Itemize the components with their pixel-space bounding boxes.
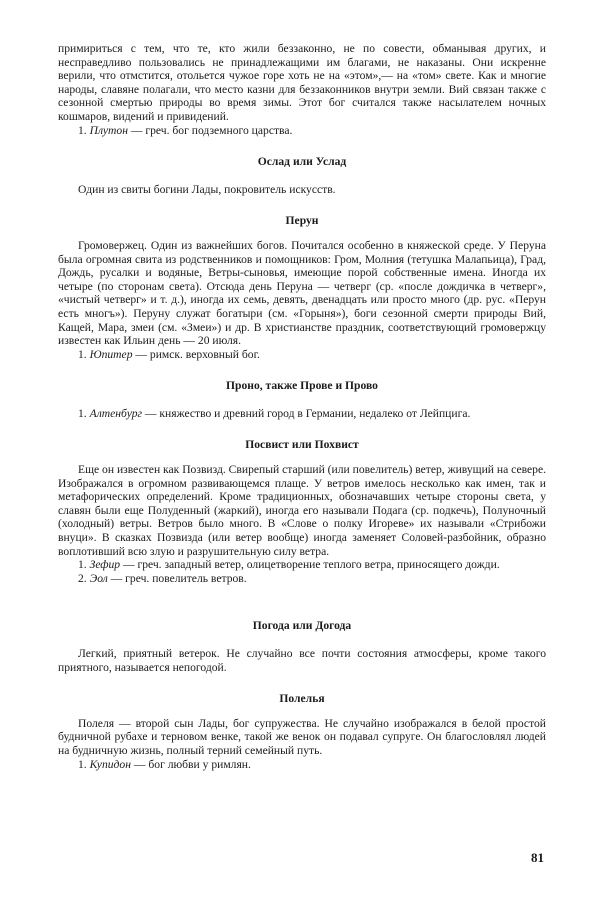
heading-polelya: Полелья — [279, 692, 325, 706]
footnote-text: — римск. верховный бог. — [135, 347, 260, 361]
footnote-number: 1. — [78, 123, 87, 137]
footnote-altenburg — [58, 407, 546, 421]
footnote-number: 2. — [78, 571, 87, 585]
footnote-number: 1. — [78, 558, 87, 572]
footnote-term: Алтенбург — [89, 406, 143, 420]
footnote-number: 1. — [78, 757, 87, 771]
footnote-text: — бог любви у римлян. — [133, 757, 251, 771]
footnote-number: 1. — [78, 406, 87, 420]
footnote-term: Юпитер — [89, 347, 133, 361]
page-text — [58, 42, 546, 771]
footnote-text: — греч. повелитель ветров. — [110, 571, 247, 585]
footnote-number: 1. — [78, 347, 87, 361]
footnote-text: — греч. западный ветер, олицетворение теплого ветра, приносящего дожди. — [122, 558, 500, 572]
heading-pogoda: Погода или Догода — [252, 619, 352, 633]
footnote-zefir — [58, 558, 546, 572]
footnote-term: Эол — [89, 571, 108, 585]
pogoda-paragraph: Легкий, приятный ветерок. Не случайно все почти состояния атмосферы, кроме такого приятного, называется непогодой. — [58, 647, 546, 674]
footnote-text: — греч. бог подземного царства. — [130, 123, 293, 137]
intro-paragraph: примириться с тем, что те, кто жили беззаконно, не по совести, обманывая других, и несправедливо пользовались не принадлежащими им благами, не наказаны. Они искренне верили, что отмстится, отольется чужое горе хоть не на «этом»,— на «том» свете. Как и многие народы, славяне полагали, что место казни для беззаконников внутри земли. Вий связан также с сезонной смертью природы во время зимы. Этот бог считался также насылателем ночных кошмаров, видений и привидений. — [58, 42, 546, 123]
oslad-paragraph: Один из свиты богини Лады, покровитель искусств. — [78, 182, 336, 196]
heading-prono: Проно, также Прове и Прово — [226, 379, 378, 393]
footnote-text: — княжество и древний город в Германии, недалеко от Лейпцига. — [144, 406, 471, 420]
posvist-paragraph: Еще он известен как Позвизд. Свирепый старший (или повелитель) ветер, живущий на севере. Изображался в огромном развивающемся плаще. У ветров имелось несколько как имен, так и метафорических определений. Кроме традиционных, обозначавших четыре стороны света, у славян были еще Полуденный (жаркий), иногда его называли Подага (ср. подкечь), Полуночный (холодный) ветры. Ветров было много. В «Слове о полку Игореве» их называли «Стрибожи внуци». В сказках Позвизда (или ветер вообще) иногда заменяет Соловей-разбойник, образно воплотивший всю злую и разрушительную силу ветра. — [58, 463, 546, 558]
footnote-yupiter — [58, 348, 546, 362]
heading-posvist: Посвист или Похвист — [245, 438, 359, 452]
footnote-kupidon — [58, 758, 546, 772]
footnote-term: Плутон — [89, 123, 128, 137]
perun-paragraph: Громовержец. Один из важнейших богов. Почитался особенно в княжеской среде. У Перуна была огромная свита из родственников и помощников: Гром, Молния (тетушка Малапьица), Град, Дождь, русалки и водяные, Ветры-сыновья, имеющие порой собственные имена. Иногда их четыре (по сторонам света). Отсюда день Перуна — четверг (ср. «после дождичка в четверг», «чистый четверг» и т. д.), иногда их семь, девять, двенадцать или просто много (др. рус. «Перун есть многъ»). Перуну служат богатыри (см. «Горыня»), боги сезонной смерти природы Вий, Кащей, Мара, змеи (см. «Змеи») и др. В христианстве праздник, соответствующий громовержцу известен как Ильин день — 20 июля. — [58, 238, 546, 348]
heading-perun: Перун — [285, 214, 319, 228]
footnote-term: Зефир — [89, 558, 121, 572]
footnote-pluton — [58, 124, 546, 138]
footnote-term: Купидон — [89, 757, 131, 771]
footnote-eol — [58, 572, 546, 586]
heading-oslad: Ослад или Услад — [257, 155, 347, 169]
page-number: 81 — [531, 850, 544, 865]
polelya-paragraph: Полеля — второй сын Лады, бог супружества. Не случайно изображался в белой простой будничной рубахе и терновом венке, такой же венок он подавал супруге. Он благословлял людей на будничную жизнь, полный терний семейный путь. — [58, 716, 546, 757]
